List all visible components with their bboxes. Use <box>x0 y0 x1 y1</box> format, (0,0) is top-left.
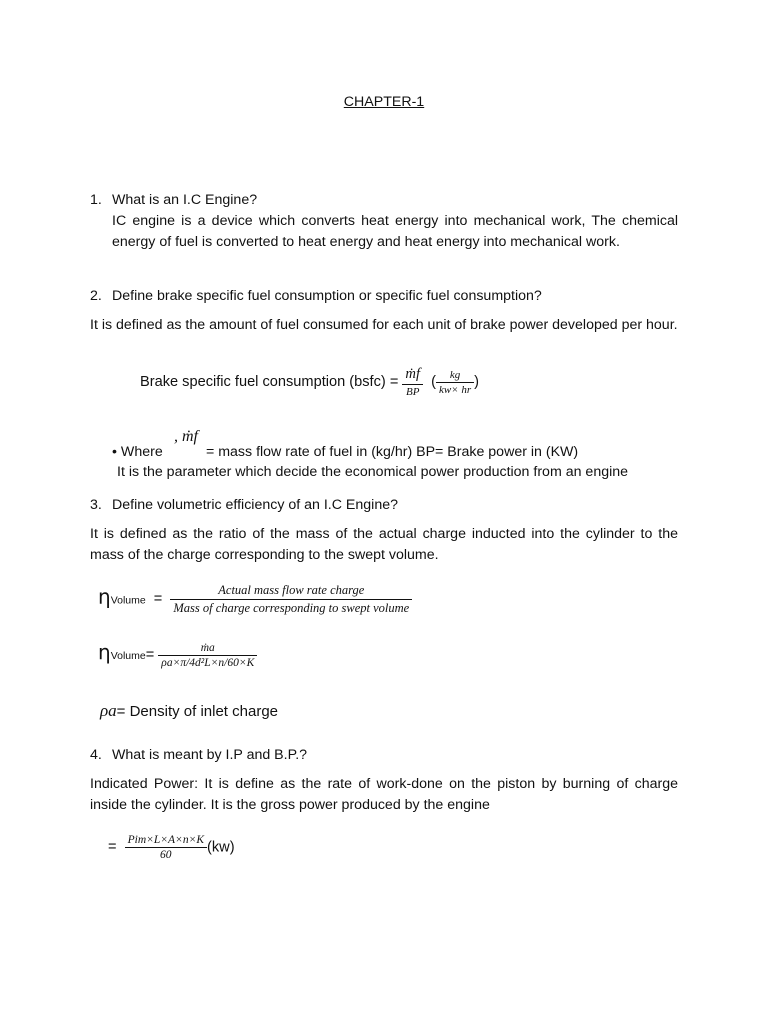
ip-numerator: Pim×L×A×n×K <box>127 834 205 846</box>
q1-answer: IC engine is a device which converts heat energy into mechanical work, The chemical energy of fuel is converted to heat energy and heat energy into mechanical work. <box>112 213 678 250</box>
q3-number: 3. <box>90 497 102 513</box>
bsfc-unit-numerator: kg <box>449 368 461 381</box>
bsfc-label: Brake specific fuel consumption (bsfc) = <box>140 373 399 390</box>
bsfc-numerator: ṁf <box>405 366 420 382</box>
q1-question: What is an I.C Engine? <box>112 192 258 208</box>
eta-symbol-2: η <box>98 640 111 664</box>
vol-eff-denominator-2: ρa×π/4d²L×n/60×K <box>158 655 257 669</box>
ip-fraction <box>125 834 207 861</box>
bsfc-note: It is the parameter which decide the economical power production from an engine <box>117 464 629 480</box>
q2-answer: It is defined as the amount of fuel consumed for each unit of brake power developed per hour. <box>90 317 678 333</box>
q3-answer: It is defined as the ratio of the mass of the actual charge inducted into the cylinder to the mass of the charge corresponding to the swept volume. <box>90 526 678 563</box>
bullet-where <box>112 442 163 463</box>
bsfc-formula: Brake specific fuel consumption (bsfc) = $\frac{\text{ṁf}}{BP}$ ( $\frac{kg}{kw\times hr}$ ) <box>140 366 479 398</box>
chapter-title: CHAPTER-1 <box>343 94 425 110</box>
vol-eff-denominator-1: Mass of charge corresponding to swept volume <box>170 599 412 616</box>
q4-question: What is meant by I.P and B.P.? <box>112 747 308 763</box>
rho-symbol: ρa <box>100 701 117 720</box>
bullet-text: = mass flow rate of fuel in (kg/hr) BP= Brake power in (KW) <box>206 444 579 460</box>
rho-text: = Density of inlet charge <box>116 703 279 720</box>
bsfc-unit-denominator: kw× hr <box>436 382 474 396</box>
eta-symbol-1: η <box>98 584 111 609</box>
bsfc-unit-fraction <box>436 369 474 396</box>
bsfc-denominator: BP <box>402 384 423 398</box>
ip-denominator: 60 <box>125 847 207 861</box>
bsfc-fraction <box>402 366 423 398</box>
q4-number: 4. <box>90 747 102 763</box>
ip-unit: (kw) <box>207 839 235 856</box>
bullet-symbol: , ṁf <box>174 428 198 445</box>
vol-eff-fraction-1 <box>170 583 412 616</box>
q4-answer: Indicated Power: It is define as the rate of work-done on the piston by burning of charge inside the cylinder. It is the gross power produced by the engine <box>90 776 678 813</box>
vol-eff-formula-1: ηVolume = $\frac{\text{Actual mass flow rate charge}}{\text{Mass of charge corresponding to swept volume}}$ <box>98 583 412 616</box>
rho-definition <box>100 701 278 721</box>
q2-number: 2. <box>90 288 102 304</box>
q3-question: Define volumetric efficiency of an I.C Engine? <box>112 497 399 513</box>
ip-formula: = $\frac{\text{Pim×L×A×n×K}}{60}$ (kw) <box>108 834 235 861</box>
vol-eff-fraction-2 <box>158 642 257 669</box>
eta-sub-1: Volume <box>110 594 146 607</box>
eta-sub-2: Volume <box>110 650 146 662</box>
vol-eff-numerator-2: ṁa <box>200 641 215 654</box>
vol-eff-formula-2: ηVolume= $\frac{\text{ṁa}}{\text{ρa×π/4d²L×n/60×K}}$ <box>98 640 257 669</box>
vol-eff-numerator-1: Actual mass flow rate charge <box>218 583 365 597</box>
bullet-dot: • <box>112 444 117 460</box>
bullet-where-label: Where <box>120 444 163 460</box>
q2-question: Define brake specific fuel consumption or specific fuel consumption? <box>112 288 542 304</box>
bullet-symbol-text: ṁf <box>182 428 198 445</box>
q1-number: 1. <box>90 192 102 208</box>
